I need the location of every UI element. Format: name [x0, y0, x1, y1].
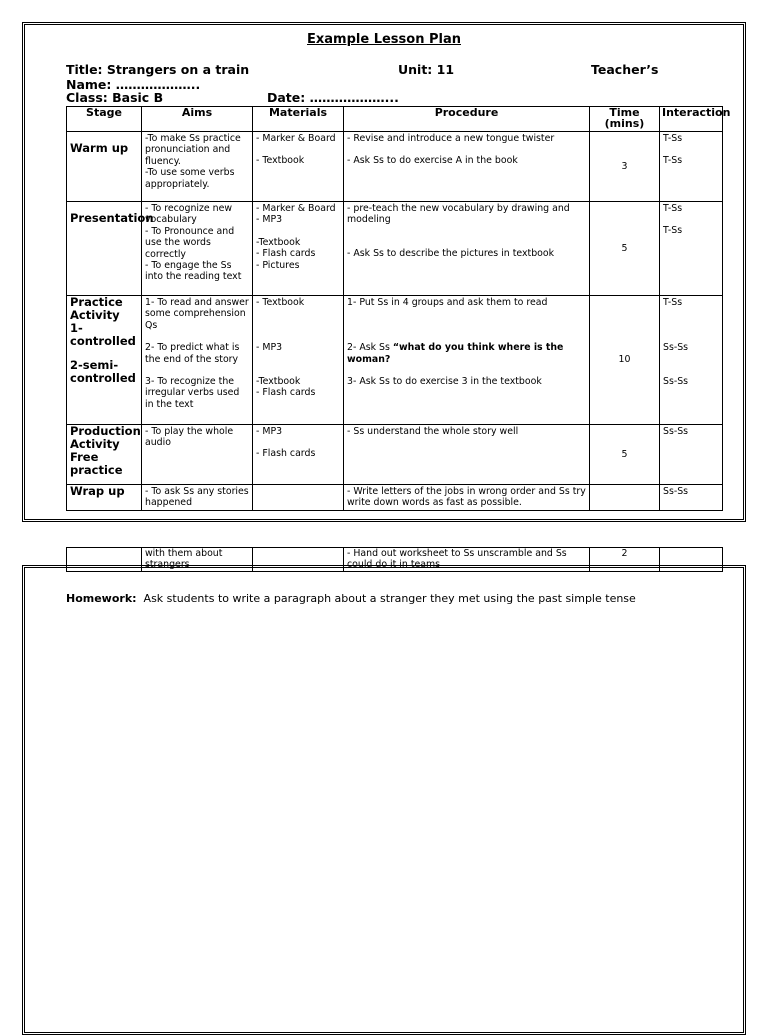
- table-row: [67, 485, 723, 511]
- time-cell: 3: [590, 132, 660, 202]
- stage-cell: Practice Activity 1-controlled 2-semi-controlled: [67, 296, 142, 425]
- time-cell: 2: [590, 548, 660, 572]
- aims-cell: with them about strangers: [142, 548, 253, 572]
- table-row: [67, 548, 723, 572]
- materials-cell: [253, 548, 344, 572]
- teacher-label: Teacher’s: [591, 62, 659, 77]
- header-stage: Stage: [67, 107, 142, 132]
- aims-cell: -To make Ss practice pronunciation and fluency. -To use some verbs appropriately.: [142, 132, 253, 202]
- homework-line: [66, 592, 636, 605]
- time-cell: 5: [590, 425, 660, 485]
- aims-cell: - To play the whole audio: [142, 425, 253, 485]
- header-procedure: Procedure: [344, 107, 590, 132]
- lesson-title: Title: Strangers on a train: [66, 62, 250, 77]
- time-cell: 10: [590, 296, 660, 425]
- aims-cell: - To recognize new vocabulary - To Pronounce and use the words correctly - To engage the Ss into the reading text: [142, 202, 253, 296]
- homework-text: Ask students to write a paragraph about a stranger they met using the past simple tense: [143, 592, 636, 605]
- interaction-cell: T-Ss Ss-Ss Ss-Ss: [660, 296, 723, 425]
- procedure-cell: - Write letters of the jobs in wrong order and Ss try write down words as fast as possible.: [344, 485, 590, 511]
- lesson-plan-table: [66, 106, 731, 511]
- time-cell: 5: [590, 202, 660, 296]
- procedure-cell: - Revise and introduce a new tongue twister - Ask Ss to do exercise A in the book: [344, 132, 590, 202]
- document-title: Example Lesson Plan: [307, 32, 461, 47]
- interaction-cell: Ss-Ss: [660, 485, 723, 511]
- materials-cell: [253, 485, 344, 511]
- table-row: [67, 425, 723, 485]
- header-materials: Materials: [253, 107, 344, 132]
- materials-cell: - Textbook - MP3 -Textbook - Flash cards: [253, 296, 344, 425]
- table-row: [67, 202, 723, 296]
- header-interaction: Interaction: [660, 107, 723, 132]
- name-field: Name: ………………..: [66, 77, 201, 92]
- materials-cell: - Marker & Board - MP3 -Textbook - Flash cards - Pictures: [253, 202, 344, 296]
- procedure-cell: - pre-teach the new vocabulary by drawing and modeling - Ask Ss to describe the pictures in textbook: [344, 202, 590, 296]
- materials-cell: - Marker & Board - Textbook: [253, 132, 344, 202]
- stage-cell: Production Activity Free practice: [67, 425, 142, 485]
- table-header-row: [67, 107, 723, 132]
- header-time: Time (mins): [590, 107, 660, 132]
- page-frame-bottom: [22, 565, 746, 1035]
- interaction-cell: [660, 548, 723, 572]
- procedure-cell: - Hand out worksheet to Ss unscramble and Ss could do it in teams: [344, 548, 590, 572]
- interaction-cell: Ss-Ss: [660, 425, 723, 485]
- procedure-cell: - Ss understand the whole story well: [344, 425, 590, 485]
- class-label: Class: Basic B: [66, 90, 164, 105]
- continuation-table: [66, 547, 723, 572]
- header-aims: Aims: [142, 107, 253, 132]
- table-row: [67, 296, 723, 425]
- unit-label: Unit: 11: [398, 62, 455, 77]
- homework-label: Homework:: [66, 592, 137, 605]
- interaction-cell: T-Ss T-Ss: [660, 202, 723, 296]
- interaction-cell: T-Ss T-Ss: [660, 132, 723, 202]
- procedure-cell: 1- Put Ss in 4 groups and ask them to read 2- Ask Ss “what do you think where is the woman? 3- Ask Ss to do exercise 3 in the textbook: [344, 296, 590, 425]
- stage-cell: Warm up: [67, 132, 142, 202]
- stage-cell: Presentation: [67, 202, 142, 296]
- date-field: Date: ………………...: [267, 90, 399, 105]
- stage-cell: Wrap up: [67, 485, 142, 511]
- stage-cell: [67, 548, 142, 572]
- aims-cell: - To ask Ss any stories happened: [142, 485, 253, 511]
- time-cell: [590, 485, 660, 511]
- table-row: [67, 132, 723, 202]
- aims-cell: 1- To read and answer some comprehension Qs 2- To predict what is the end of the story 3- To recognize the irregular verbs used in the text: [142, 296, 253, 425]
- materials-cell: - MP3 - Flash cards: [253, 425, 344, 485]
